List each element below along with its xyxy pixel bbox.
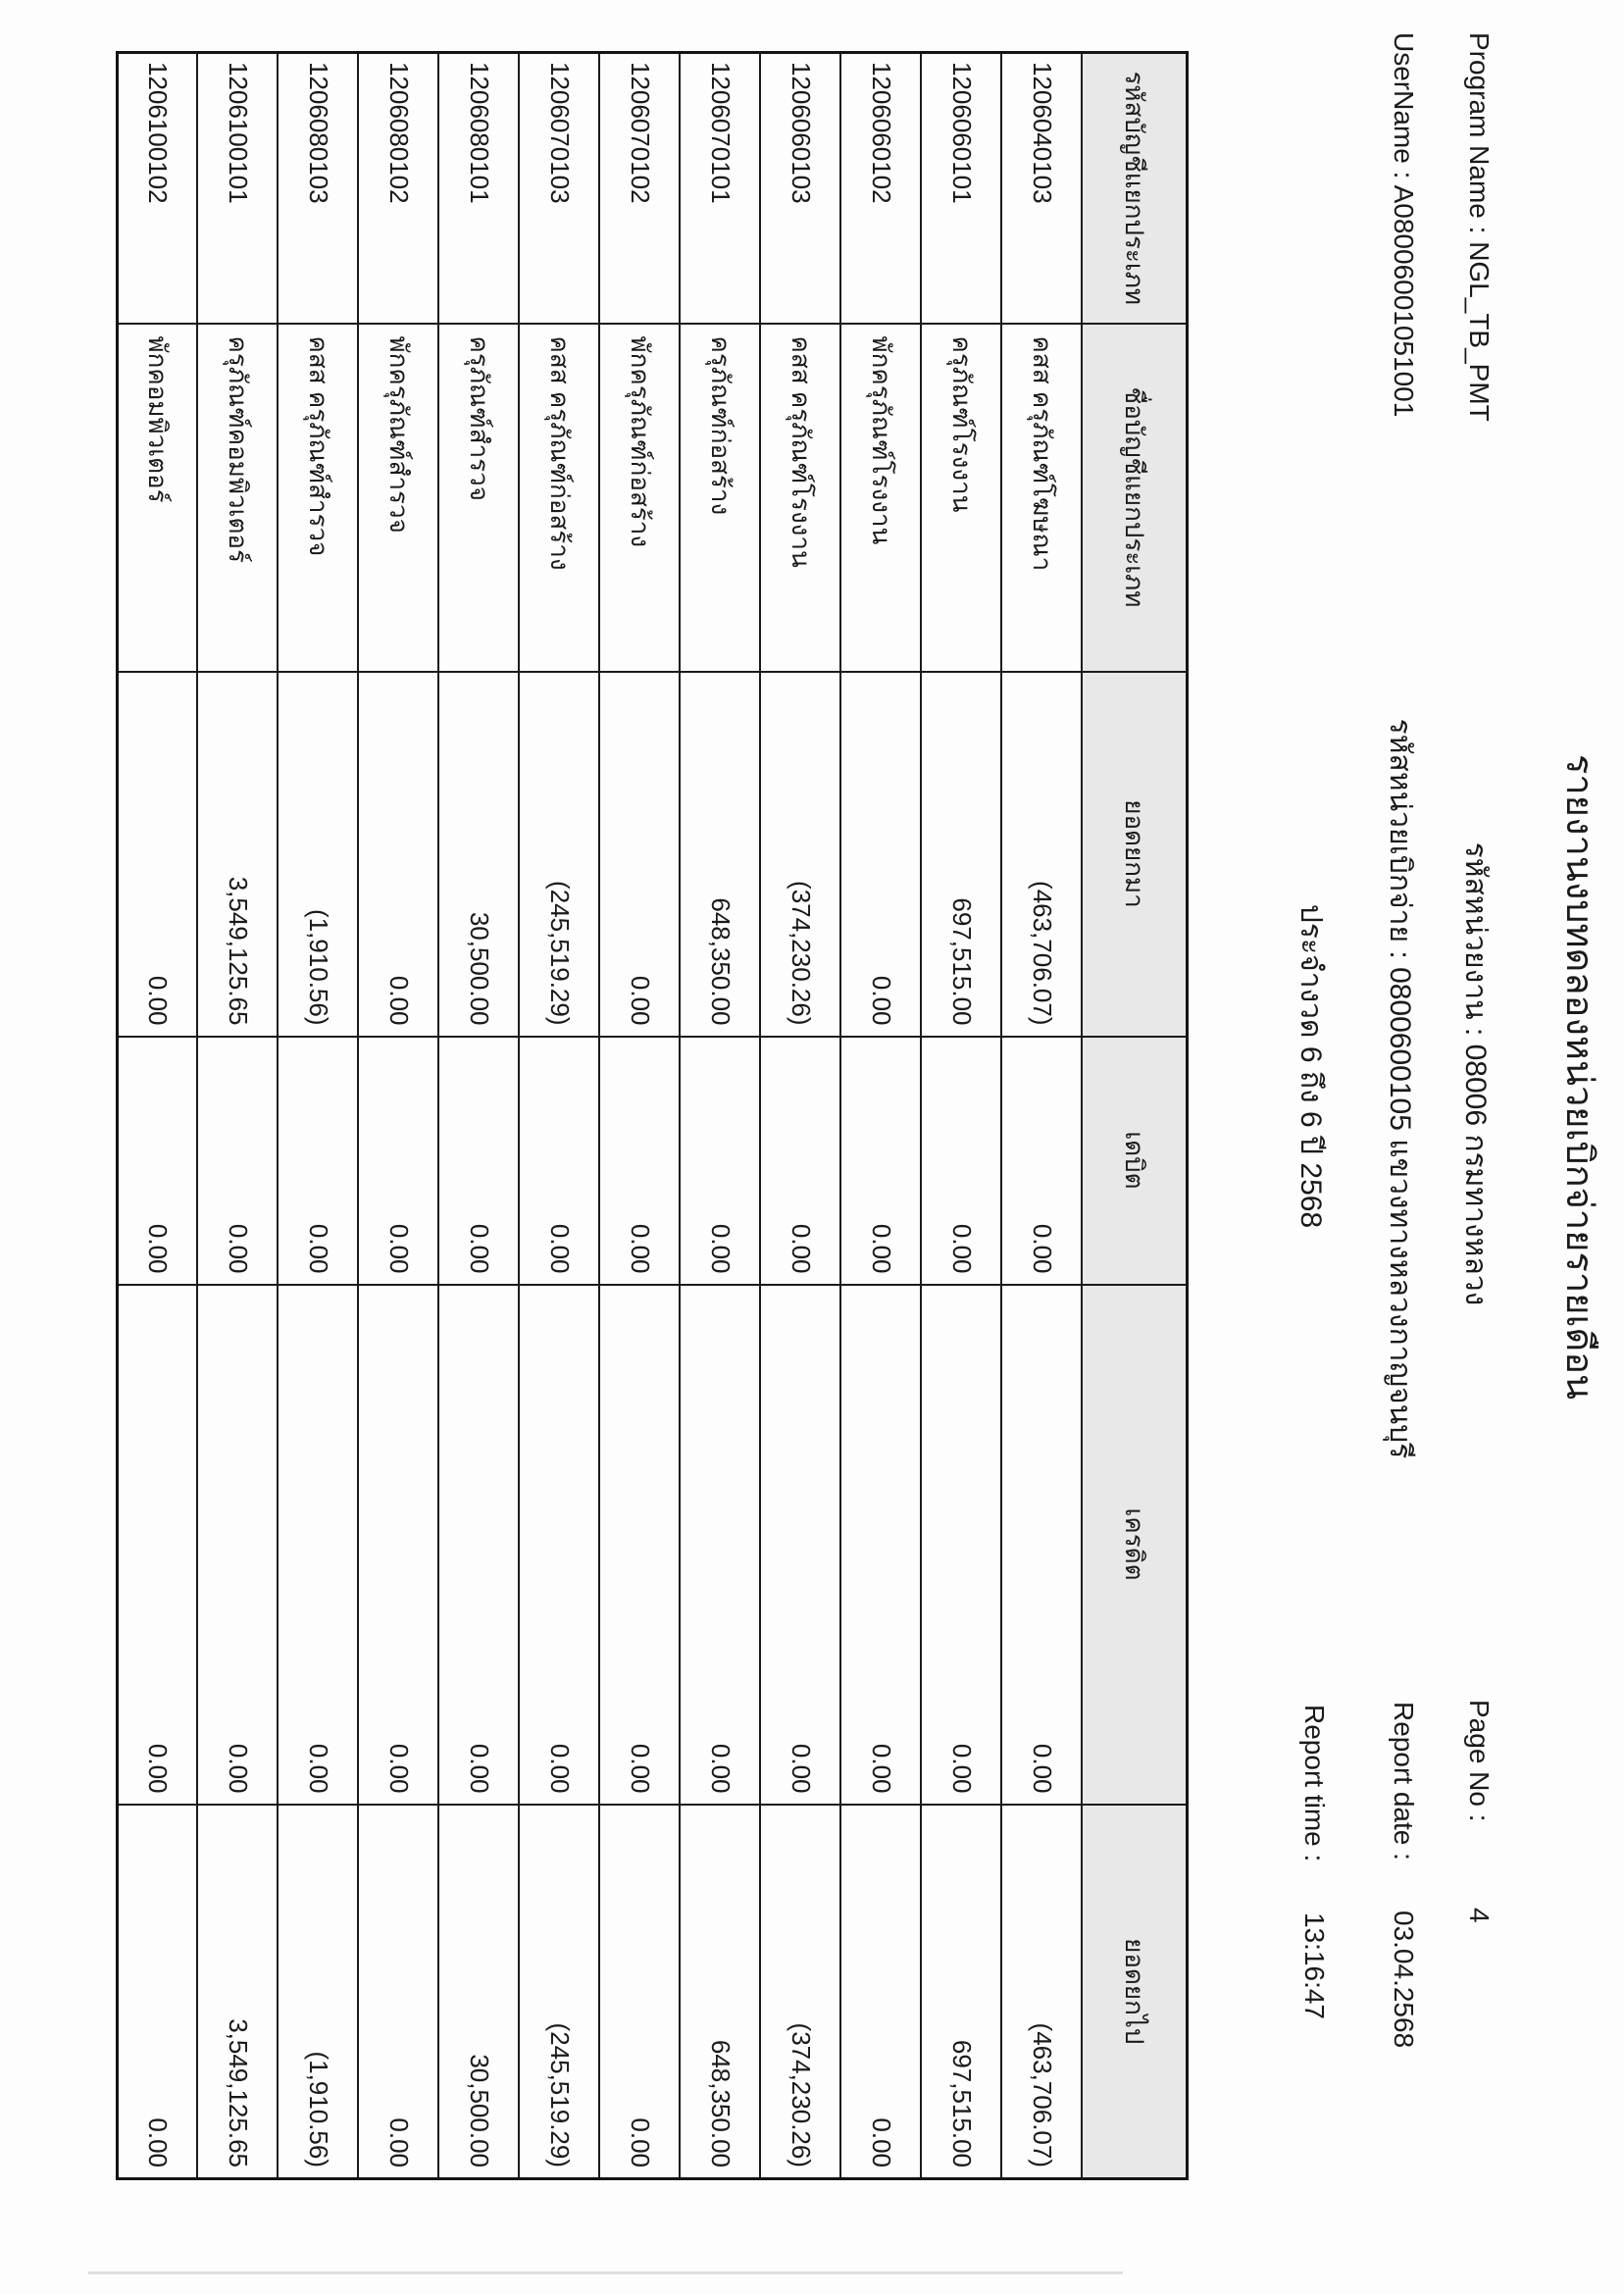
col-header-credit: เครดิต — [1083, 1285, 1188, 1805]
account-name-cell: ครุภัณฑ์สำรวจ — [439, 324, 520, 672]
debit-cell: 0.00 — [118, 1037, 198, 1285]
balance-carried-cell: 0.00 — [600, 1805, 681, 2179]
account-code-cell: 1206080101 — [439, 53, 520, 324]
account-name-cell: พักคอมพิวเตอร์ — [118, 324, 198, 672]
page-no-label: Page No : — [1464, 1700, 1495, 1822]
debit-cell: 0.00 — [359, 1037, 439, 1285]
account-code-cell: 1206040103 — [1002, 53, 1083, 324]
username-line — [1388, 32, 1419, 417]
balance-carried-cell: (374,230.26) — [761, 1805, 841, 2179]
balance-carried-cell: 0.00 — [118, 1805, 198, 2179]
credit-cell: 0.00 — [198, 1285, 279, 1805]
program-name-label: Program Name : — [1464, 32, 1495, 234]
program-name-value: NGL_TB_PMT — [1464, 241, 1495, 422]
account-name-cell: พักครุภัณฑ์โรงงาน — [841, 324, 922, 672]
credit-cell: 0.00 — [681, 1285, 761, 1805]
report-date-label: Report date : — [1389, 1702, 1419, 1861]
table-row — [681, 53, 761, 2179]
credit-cell: 0.00 — [922, 1285, 1002, 1805]
balance-forward-cell: 697,515.00 — [922, 672, 1002, 1037]
report-date-value: 03.04.2568 — [1389, 1911, 1419, 2049]
debit-cell: 0.00 — [841, 1037, 922, 1285]
table-header-row — [1083, 53, 1188, 2179]
account-code-cell: 1206100102 — [118, 53, 198, 324]
balance-carried-cell: (245,519.29) — [520, 1805, 600, 2179]
table-row — [841, 53, 922, 2179]
col-header-account-code: รหัสบัญชีแยกประเภท — [1083, 53, 1188, 324]
account-code-cell: 1206080102 — [359, 53, 439, 324]
agency-line — [1452, 780, 1498, 1368]
col-header-balance-carried: ยอดยกไป — [1083, 1805, 1188, 2179]
trial-balance-table — [116, 51, 1189, 2180]
balance-carried-cell: (1,910.56) — [279, 1805, 359, 2179]
account-code-cell: 1206100101 — [198, 53, 279, 324]
balance-forward-cell: (1,910.56) — [279, 672, 359, 1037]
balance-forward-cell: 0.00 — [118, 672, 198, 1037]
table-row — [198, 53, 279, 2179]
account-name-cell: คสส ครุภัณฑ์โรงงาน — [761, 324, 841, 672]
debit-cell: 0.00 — [681, 1037, 761, 1285]
account-name-cell: คสส ครุภัณฑ์โฆษณา — [1002, 324, 1083, 672]
balance-forward-cell: (374,230.26) — [761, 672, 841, 1037]
balance-carried-cell: 0.00 — [841, 1805, 922, 2179]
report-time-label: Report time : — [1299, 1705, 1330, 1862]
credit-cell: 0.00 — [761, 1285, 841, 1805]
debit-cell: 0.00 — [279, 1037, 359, 1285]
account-code-cell: 1206070103 — [520, 53, 600, 324]
account-name-cell: ครุภัณฑ์โรงงาน — [922, 324, 1002, 672]
col-header-balance-forward: ยอดยกมา — [1083, 672, 1188, 1037]
debit-cell: 0.00 — [761, 1037, 841, 1285]
balance-carried-cell: (463,706.07) — [1002, 1805, 1083, 2179]
table-row — [520, 53, 600, 2179]
debit-cell: 0.00 — [439, 1037, 520, 1285]
account-name-cell: ครุภัณฑ์คอมพิวเตอร์ — [198, 324, 279, 672]
balance-carried-cell: 648,350.00 — [681, 1805, 761, 2179]
table-row — [439, 53, 520, 2179]
username-label: UserName : — [1389, 32, 1419, 179]
balance-carried-cell: 0.00 — [359, 1805, 439, 2179]
page-no-value: 4 — [1464, 1908, 1495, 1923]
credit-cell: 0.00 — [1002, 1285, 1083, 1805]
balance-carried-cell: 3,549,125.65 — [198, 1805, 279, 2179]
table-row — [600, 53, 681, 2179]
table-row — [1002, 53, 1083, 2179]
table-row — [118, 53, 198, 2179]
report-time-value: 13:16:47 — [1299, 1912, 1330, 2019]
credit-cell: 0.00 — [279, 1285, 359, 1805]
account-name-cell: พักครุภัณฑ์ก่อสร้าง — [600, 324, 681, 672]
debit-cell: 0.00 — [198, 1037, 279, 1285]
debit-cell: 0.00 — [1002, 1037, 1083, 1285]
account-code-cell: 1206060103 — [761, 53, 841, 324]
scan-edge-artifact — [88, 2271, 1123, 2274]
credit-cell: 0.00 — [118, 1285, 198, 1805]
account-code-cell: 1206070101 — [681, 53, 761, 324]
account-code-cell: 1206070102 — [600, 53, 681, 324]
disburse-unit-label: รหัสหน่วยเบิกจ่าย : — [1384, 718, 1416, 959]
disburse-unit-value: 0800600105 แขวงทางหลวงกาญจนบุรี — [1384, 967, 1416, 1459]
debit-cell: 0.00 — [520, 1037, 600, 1285]
credit-cell: 0.00 — [359, 1285, 439, 1805]
col-header-debit: เดบิต — [1083, 1037, 1188, 1285]
account-code-cell: 1206080103 — [279, 53, 359, 324]
program-name-line — [1463, 32, 1495, 422]
credit-cell: 0.00 — [439, 1285, 520, 1805]
page-title: รายงานงบทดลองหน่วยเบิกจ่ายรายเดือน — [1558, 753, 1599, 1401]
debit-cell: 0.00 — [600, 1037, 681, 1285]
balance-forward-cell: 648,350.00 — [681, 672, 761, 1037]
balance-forward-cell: 30,500.00 — [439, 672, 520, 1037]
credit-cell: 0.00 — [841, 1285, 922, 1805]
disburse-unit-line — [1377, 687, 1423, 1491]
account-name-cell: พักครุภัณฑ์สำรวจ — [359, 324, 439, 672]
balance-carried-cell: 697,515.00 — [922, 1805, 1002, 2179]
balance-forward-cell: (245,519.29) — [520, 672, 600, 1037]
table-row — [922, 53, 1002, 2179]
agency-label: รหัสหน่วยงาน : — [1459, 841, 1492, 1037]
debit-cell: 0.00 — [922, 1037, 1002, 1285]
balance-forward-cell: (463,706.07) — [1002, 672, 1083, 1037]
account-name-cell: คสส ครุภัณฑ์สำรวจ — [279, 324, 359, 672]
col-header-account-name: ชื่อบัญชีแยกประเภท — [1083, 324, 1188, 672]
balance-forward-cell: 0.00 — [359, 672, 439, 1037]
credit-cell: 0.00 — [600, 1285, 681, 1805]
balance-carried-cell: 30,500.00 — [439, 1805, 520, 2179]
account-name-cell: ครุภัณฑ์ก่อสร้าง — [681, 324, 761, 672]
table-row — [359, 53, 439, 2179]
account-code-cell: 1206060101 — [922, 53, 1002, 324]
table-row — [279, 53, 359, 2179]
credit-cell: 0.00 — [520, 1285, 600, 1805]
agency-value: 08006 กรมทางหลวง — [1459, 1044, 1492, 1306]
balance-forward-cell: 0.00 — [841, 672, 922, 1037]
username-value: A08006001051001 — [1389, 184, 1419, 418]
table-row — [761, 53, 841, 2179]
balance-forward-cell: 3,549,125.65 — [198, 672, 279, 1037]
account-code-cell: 1206060102 — [841, 53, 922, 324]
account-name-cell: คสส ครุภัณฑ์ก่อสร้าง — [520, 324, 600, 672]
period-line: ประจำงวด 6 ถึง 6 ปี 2568 — [1294, 903, 1327, 1229]
balance-forward-cell: 0.00 — [600, 672, 681, 1037]
